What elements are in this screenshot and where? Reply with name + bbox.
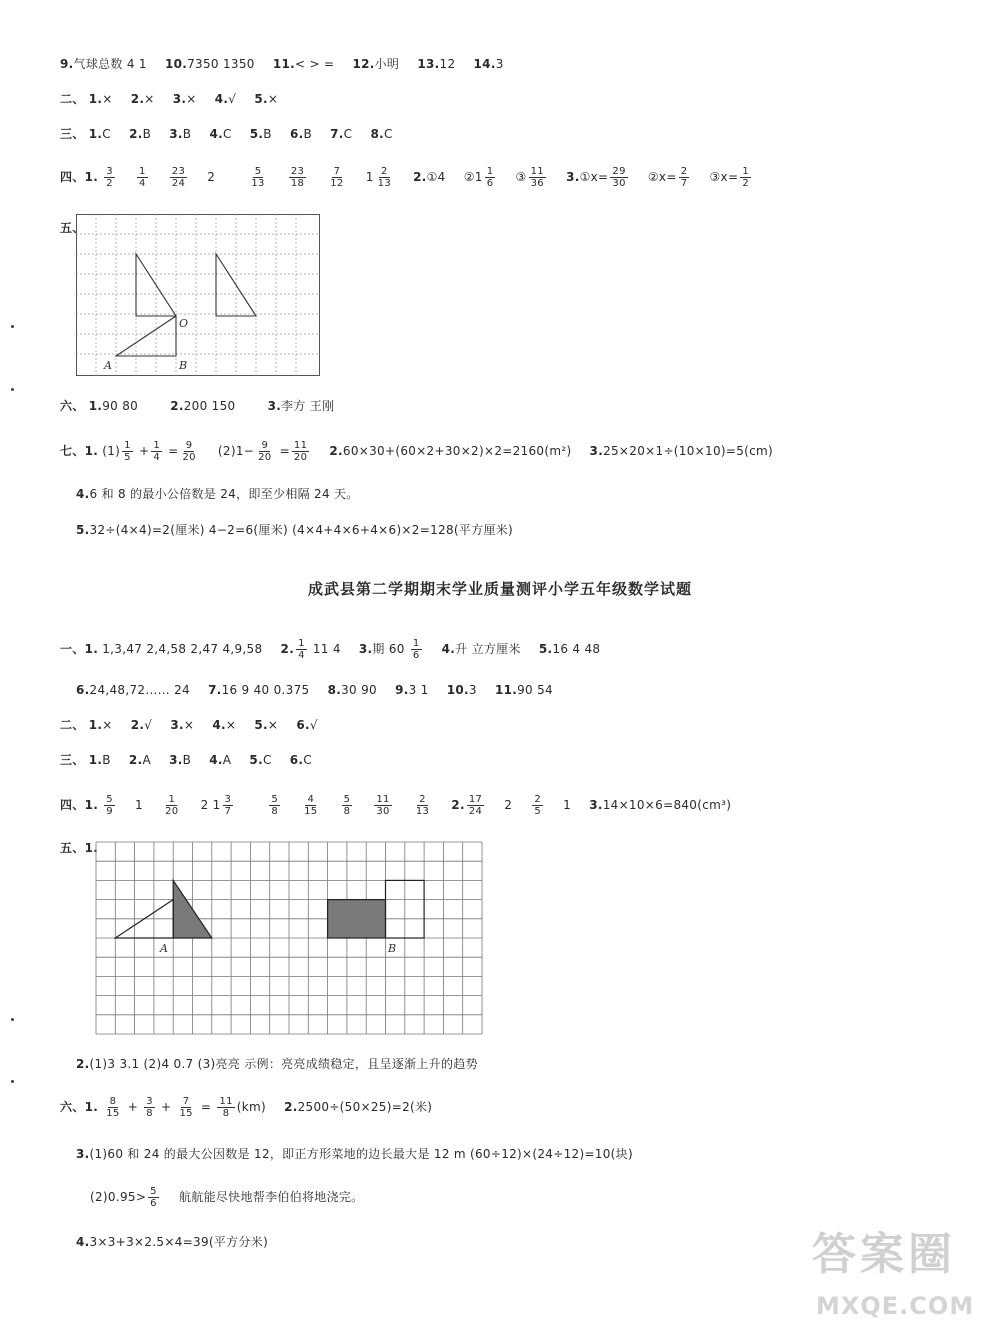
margin-dot <box>11 325 14 328</box>
answer-text: × <box>225 718 237 732</box>
answer-text: ②x= <box>647 170 677 184</box>
item-number: 6. <box>76 683 90 697</box>
section-heading: 四、 <box>60 798 85 812</box>
fraction: $\frac{11}{36}$ <box>530 166 544 189</box>
answer-text: (1) <box>102 444 121 458</box>
answer-line-p2-1 <box>60 636 600 662</box>
fraction: $\frac{1}{20}$ <box>165 794 179 817</box>
answer-text: 16 4 48 <box>552 642 601 656</box>
item-number: 1. <box>88 92 103 106</box>
answer-line-p1-3 <box>60 126 393 142</box>
section-title: 成武县第二学期期末学业质量测评小学五年级数学试题 <box>307 580 692 598</box>
item-number: 2. <box>129 127 143 141</box>
item-number: 4. <box>212 718 226 732</box>
answer-text: 6 和 8 的最小公倍数是 24，即至少相隔 24 天。 <box>89 487 359 501</box>
fraction: $\frac{9}{20}$ <box>258 440 272 463</box>
section-heading: 六、 <box>60 399 85 413</box>
section-heading: 六、 <box>60 1100 85 1114</box>
answer-text: 航航能尽快地帮李伯伯将地浇完。 <box>178 1190 364 1204</box>
item-number: 1. <box>88 718 103 732</box>
answer-text: C <box>102 127 111 141</box>
margin-dot <box>11 1080 14 1083</box>
fraction: $\frac{1}{4}$ <box>139 166 146 189</box>
fraction: $\frac{2}{5}$ <box>534 794 541 817</box>
answer-line-p2-4 <box>60 752 312 768</box>
item-number: 6. <box>289 127 304 141</box>
section-heading: 四、 <box>60 170 85 184</box>
item-number: 2. <box>128 753 143 767</box>
fraction: $\frac{3}{7}$ <box>224 794 232 817</box>
answer-line-p1-4 <box>60 164 753 190</box>
item-number: 3. <box>589 798 603 812</box>
fraction: $\frac{11}{30}$ <box>376 794 390 817</box>
answer-text: ③ <box>515 170 527 184</box>
answer-text: 升 立方厘米 <box>455 642 521 656</box>
section-heading: 一、 <box>60 642 85 656</box>
item-number: 1. <box>84 444 99 458</box>
item-number: 2. <box>280 642 295 656</box>
fraction: $\frac{7}{15}$ <box>179 1096 193 1119</box>
answer-text: (1)3 3.1 (2)4 0.7 (3)亮亮 示例：亮亮成绩稳定，且呈逐渐上升的趋势 <box>89 1057 478 1071</box>
answer-text: B <box>182 753 192 767</box>
item-number: 2. <box>170 399 184 413</box>
item-number: 11. <box>494 683 518 697</box>
operator: = <box>200 1100 212 1114</box>
answer-line-p1-1 <box>60 56 504 72</box>
item-number: 4. <box>76 1235 90 1249</box>
fraction: $\frac{4}{15}$ <box>304 794 318 817</box>
fraction: $\frac{8}{15}$ <box>106 1096 120 1119</box>
point-label-a: A <box>104 359 112 372</box>
grid-figure-1 <box>76 214 320 376</box>
answer-text: 3 1 <box>408 683 429 697</box>
fraction: $\frac{2}{13}$ <box>377 166 391 189</box>
answer-text: ①x= <box>579 170 609 184</box>
answer-text: √ <box>144 718 153 732</box>
item-number: 7. <box>330 127 344 141</box>
item-number: 2. <box>76 1057 90 1071</box>
margin-dot <box>11 1018 14 1021</box>
fraction: $\frac{1}{6}$ <box>412 638 420 661</box>
answer-text: 16 9 40 0.375 <box>221 683 310 697</box>
answer-line-p2-2 <box>76 682 553 698</box>
answer-text: B <box>142 127 152 141</box>
fraction: $\frac{1}{6}$ <box>486 166 494 189</box>
answer-text: B <box>303 127 313 141</box>
item-number: 1. <box>88 753 103 767</box>
answer-text: (2)1− <box>217 444 255 458</box>
answer-text: B <box>102 753 111 767</box>
answer-text: 1 <box>135 798 143 812</box>
answer-text: (2)0.95> <box>90 1190 147 1204</box>
point-label-a: A <box>160 942 168 955</box>
item-number: 2. <box>329 444 343 458</box>
fraction: $\frac{1}{5}$ <box>124 440 131 463</box>
answer-line-p2-11 <box>76 1234 268 1250</box>
item-number: 3. <box>566 170 580 184</box>
section-heading: 三、 <box>60 127 85 141</box>
point-label-o: O <box>179 317 189 330</box>
fraction: $\frac{5}{8}$ <box>271 794 279 817</box>
item-number: 1. <box>84 798 99 812</box>
operator: + <box>138 444 150 458</box>
fraction: $\frac{5}{6}$ <box>150 1186 157 1209</box>
answer-text: 90 54 <box>517 683 553 697</box>
item-number: 2. <box>413 170 427 184</box>
item-number: 12. <box>352 57 375 71</box>
fraction: $\frac{1}{2}$ <box>742 166 749 189</box>
item-number: 1. <box>88 399 103 413</box>
answer-text: 1,3,47 2,4,58 2,47 4,9,58 <box>102 642 263 656</box>
answer-text: 24,48,72…… 24 <box>89 683 190 697</box>
answer-text: C <box>222 127 232 141</box>
item-number: 2. <box>451 798 465 812</box>
answer-text: √ <box>309 718 318 732</box>
answer-text: 32÷(4×4)=2(厘米) 4−2=6(厘米) (4×4+4×6+4×6)×2=128(平方厘米) <box>89 523 514 537</box>
answer-text: × <box>183 718 195 732</box>
answer-text: × <box>102 718 113 732</box>
section-heading: 五、 <box>60 841 85 855</box>
operator: = <box>279 444 290 458</box>
fraction: $\frac{11}{20}$ <box>293 440 308 463</box>
answer-text: B <box>182 127 192 141</box>
answer-text: A <box>222 753 232 767</box>
item-number: 1. <box>84 170 99 184</box>
fraction: $\frac{17}{24}$ <box>468 794 483 817</box>
answer-text: 12 <box>439 57 456 71</box>
answer-text: 30 90 <box>341 683 377 697</box>
item-number: 9. <box>60 57 74 71</box>
item-number: 4. <box>214 92 229 106</box>
point-label-b: B <box>388 942 397 955</box>
answer-text: 1 <box>365 170 374 184</box>
answer-text: 200 150 <box>183 399 236 413</box>
item-number: 8. <box>327 683 342 697</box>
section-heading: 二、 <box>60 92 85 106</box>
item-number: 3. <box>358 642 373 656</box>
answer-text: 1 <box>563 798 572 812</box>
item-number: 3. <box>76 1147 90 1161</box>
margin-dot <box>11 388 14 391</box>
operator: = <box>168 444 179 458</box>
item-number: 3. <box>589 444 604 458</box>
answer-line-p2-7 <box>76 1056 478 1072</box>
item-number: 1. <box>84 642 99 656</box>
unit: (km) <box>236 1100 266 1114</box>
watermark-url: MXQE.COM <box>816 1292 975 1320</box>
item-number: 10. <box>446 683 469 697</box>
answer-text: 14×10×6=840(cm³) <box>602 798 732 812</box>
item-number: 4. <box>209 127 223 141</box>
operator: + <box>127 1100 139 1114</box>
answer-text: 气球总数 4 1 <box>73 57 147 71</box>
fraction: $\frac{5}{9}$ <box>106 794 113 817</box>
fraction: $\frac{3}{2}$ <box>106 166 113 189</box>
fraction: $\frac{23}{24}$ <box>171 166 186 189</box>
section-heading: 七、 <box>60 444 85 458</box>
answer-text: 3 <box>468 683 477 697</box>
fraction: $\frac{1}{4}$ <box>298 638 305 661</box>
section-heading: 二、 <box>60 718 85 732</box>
answer-text: A <box>142 753 151 767</box>
item-number: 5. <box>254 92 268 106</box>
answer-text: C <box>303 753 312 767</box>
operator: + <box>160 1100 172 1114</box>
answer-text: √ <box>228 92 237 106</box>
item-number: 5. <box>249 753 263 767</box>
item-number: 3. <box>267 399 282 413</box>
answer-text: ②1 <box>463 170 483 184</box>
answer-text: 7350 1350 <box>187 57 255 71</box>
answer-text: × <box>102 92 113 106</box>
fraction: $\frac{5}{13}$ <box>251 166 265 189</box>
grid-figure-2 <box>96 842 482 1034</box>
section-heading: 三、 <box>60 753 85 767</box>
item-number: 1. <box>84 1100 99 1114</box>
triangle-rotated <box>116 316 176 356</box>
answer-line-p1-8 <box>76 486 359 502</box>
answer-text: 2 <box>504 798 513 812</box>
answer-text: 60×30+(60×2+30×2)×2=2160(m²) <box>342 444 572 458</box>
answer-text: 90 80 <box>102 399 139 413</box>
answer-text: 2 <box>207 170 216 184</box>
item-number: 1. <box>88 127 103 141</box>
rectangle-shaded <box>328 900 386 938</box>
watermark-title: 答案圈 <box>812 1229 956 1280</box>
answer-text: ①4 <box>426 170 446 184</box>
item-number: 6. <box>296 718 310 732</box>
answer-text: 李方 王刚 <box>281 399 335 413</box>
item-number: 10. <box>164 57 188 71</box>
answer-line-p2-3 <box>60 717 318 733</box>
answer-text: 3 <box>495 57 504 71</box>
item-number: 5. <box>538 642 553 656</box>
item-number: 11. <box>272 57 296 71</box>
point-label-b: B <box>179 359 188 372</box>
answer-text: C <box>262 753 272 767</box>
item-number: 1. <box>84 841 99 855</box>
answer-text: 3×3+3×2.5×4=39(平方分米) <box>89 1235 269 1249</box>
fraction: $\frac{2}{13}$ <box>415 794 430 817</box>
fraction: $\frac{23}{18}$ <box>290 166 305 189</box>
item-number: 5. <box>249 127 264 141</box>
watermark-logo <box>812 1218 988 1336</box>
answer-line-p2-8 <box>60 1094 432 1120</box>
answer-text: ③x= <box>709 170 739 184</box>
answer-line-p2-5 <box>60 792 731 818</box>
item-number: 4. <box>76 487 90 501</box>
fraction: $\frac{9}{20}$ <box>182 440 196 463</box>
item-number: 5. <box>76 523 90 537</box>
item-number: 5. <box>254 718 268 732</box>
answer-text: 25×20×1÷(10×10)=5(cm) <box>603 444 773 458</box>
fraction: $\frac{29}{30}$ <box>612 166 626 189</box>
item-number: 2. <box>130 92 145 106</box>
item-number: 8. <box>370 127 384 141</box>
answer-text: × <box>144 92 155 106</box>
answer-text: C <box>343 127 353 141</box>
item-number: 2. <box>130 718 145 732</box>
answer-line-p1-9 <box>76 522 513 538</box>
fraction: $\frac{1}{4}$ <box>153 440 160 463</box>
answer-line-p2-9 <box>76 1146 633 1162</box>
fraction: $\frac{3}{8}$ <box>146 1096 153 1119</box>
answer-text: × <box>267 92 279 106</box>
item-number: 3. <box>169 127 183 141</box>
answer-text: 期 60 <box>372 642 405 656</box>
item-number: 7. <box>208 683 222 697</box>
item-number: 3. <box>170 718 184 732</box>
answer-text: 11 4 <box>312 642 341 656</box>
answer-text: × <box>186 92 197 106</box>
answer-line-p1-2 <box>60 91 278 107</box>
item-number: 6. <box>289 753 304 767</box>
item-number: 9. <box>395 683 409 697</box>
answer-text: × <box>267 718 279 732</box>
answer-text: 2500÷(50×25)=2(米) <box>297 1100 433 1114</box>
answer-text: 2 1 <box>200 798 221 812</box>
answer-line-p1-6 <box>60 398 334 414</box>
answer-line-p2-10 <box>90 1184 363 1210</box>
item-number: 14. <box>473 57 496 71</box>
item-number: 4. <box>441 642 456 656</box>
fraction: $\frac{7}{12}$ <box>330 166 344 189</box>
item-number: 3. <box>169 753 183 767</box>
section-heading: 五、 <box>60 221 85 235</box>
answer-text: C <box>383 127 393 141</box>
fraction: $\frac{11}{8}$ <box>219 1096 233 1119</box>
answer-line-p1-7 <box>60 438 773 464</box>
answer-text: < > = <box>295 57 335 71</box>
answer-text: (1)60 和 24 的最大公因数是 12，即正方形菜地的边长最大是 12 m (60÷12)×(24÷12)=10(块) <box>89 1147 633 1161</box>
answer-text: B <box>263 127 272 141</box>
item-number: 13. <box>417 57 440 71</box>
fraction: $\frac{5}{8}$ <box>343 794 351 817</box>
item-number: 4. <box>209 753 223 767</box>
answer-text: 小明 <box>374 57 400 71</box>
answer-line-p2-6 <box>60 840 98 856</box>
item-number: 2. <box>284 1100 298 1114</box>
fraction: $\frac{2}{7}$ <box>680 166 688 189</box>
item-number: 3. <box>172 92 187 106</box>
